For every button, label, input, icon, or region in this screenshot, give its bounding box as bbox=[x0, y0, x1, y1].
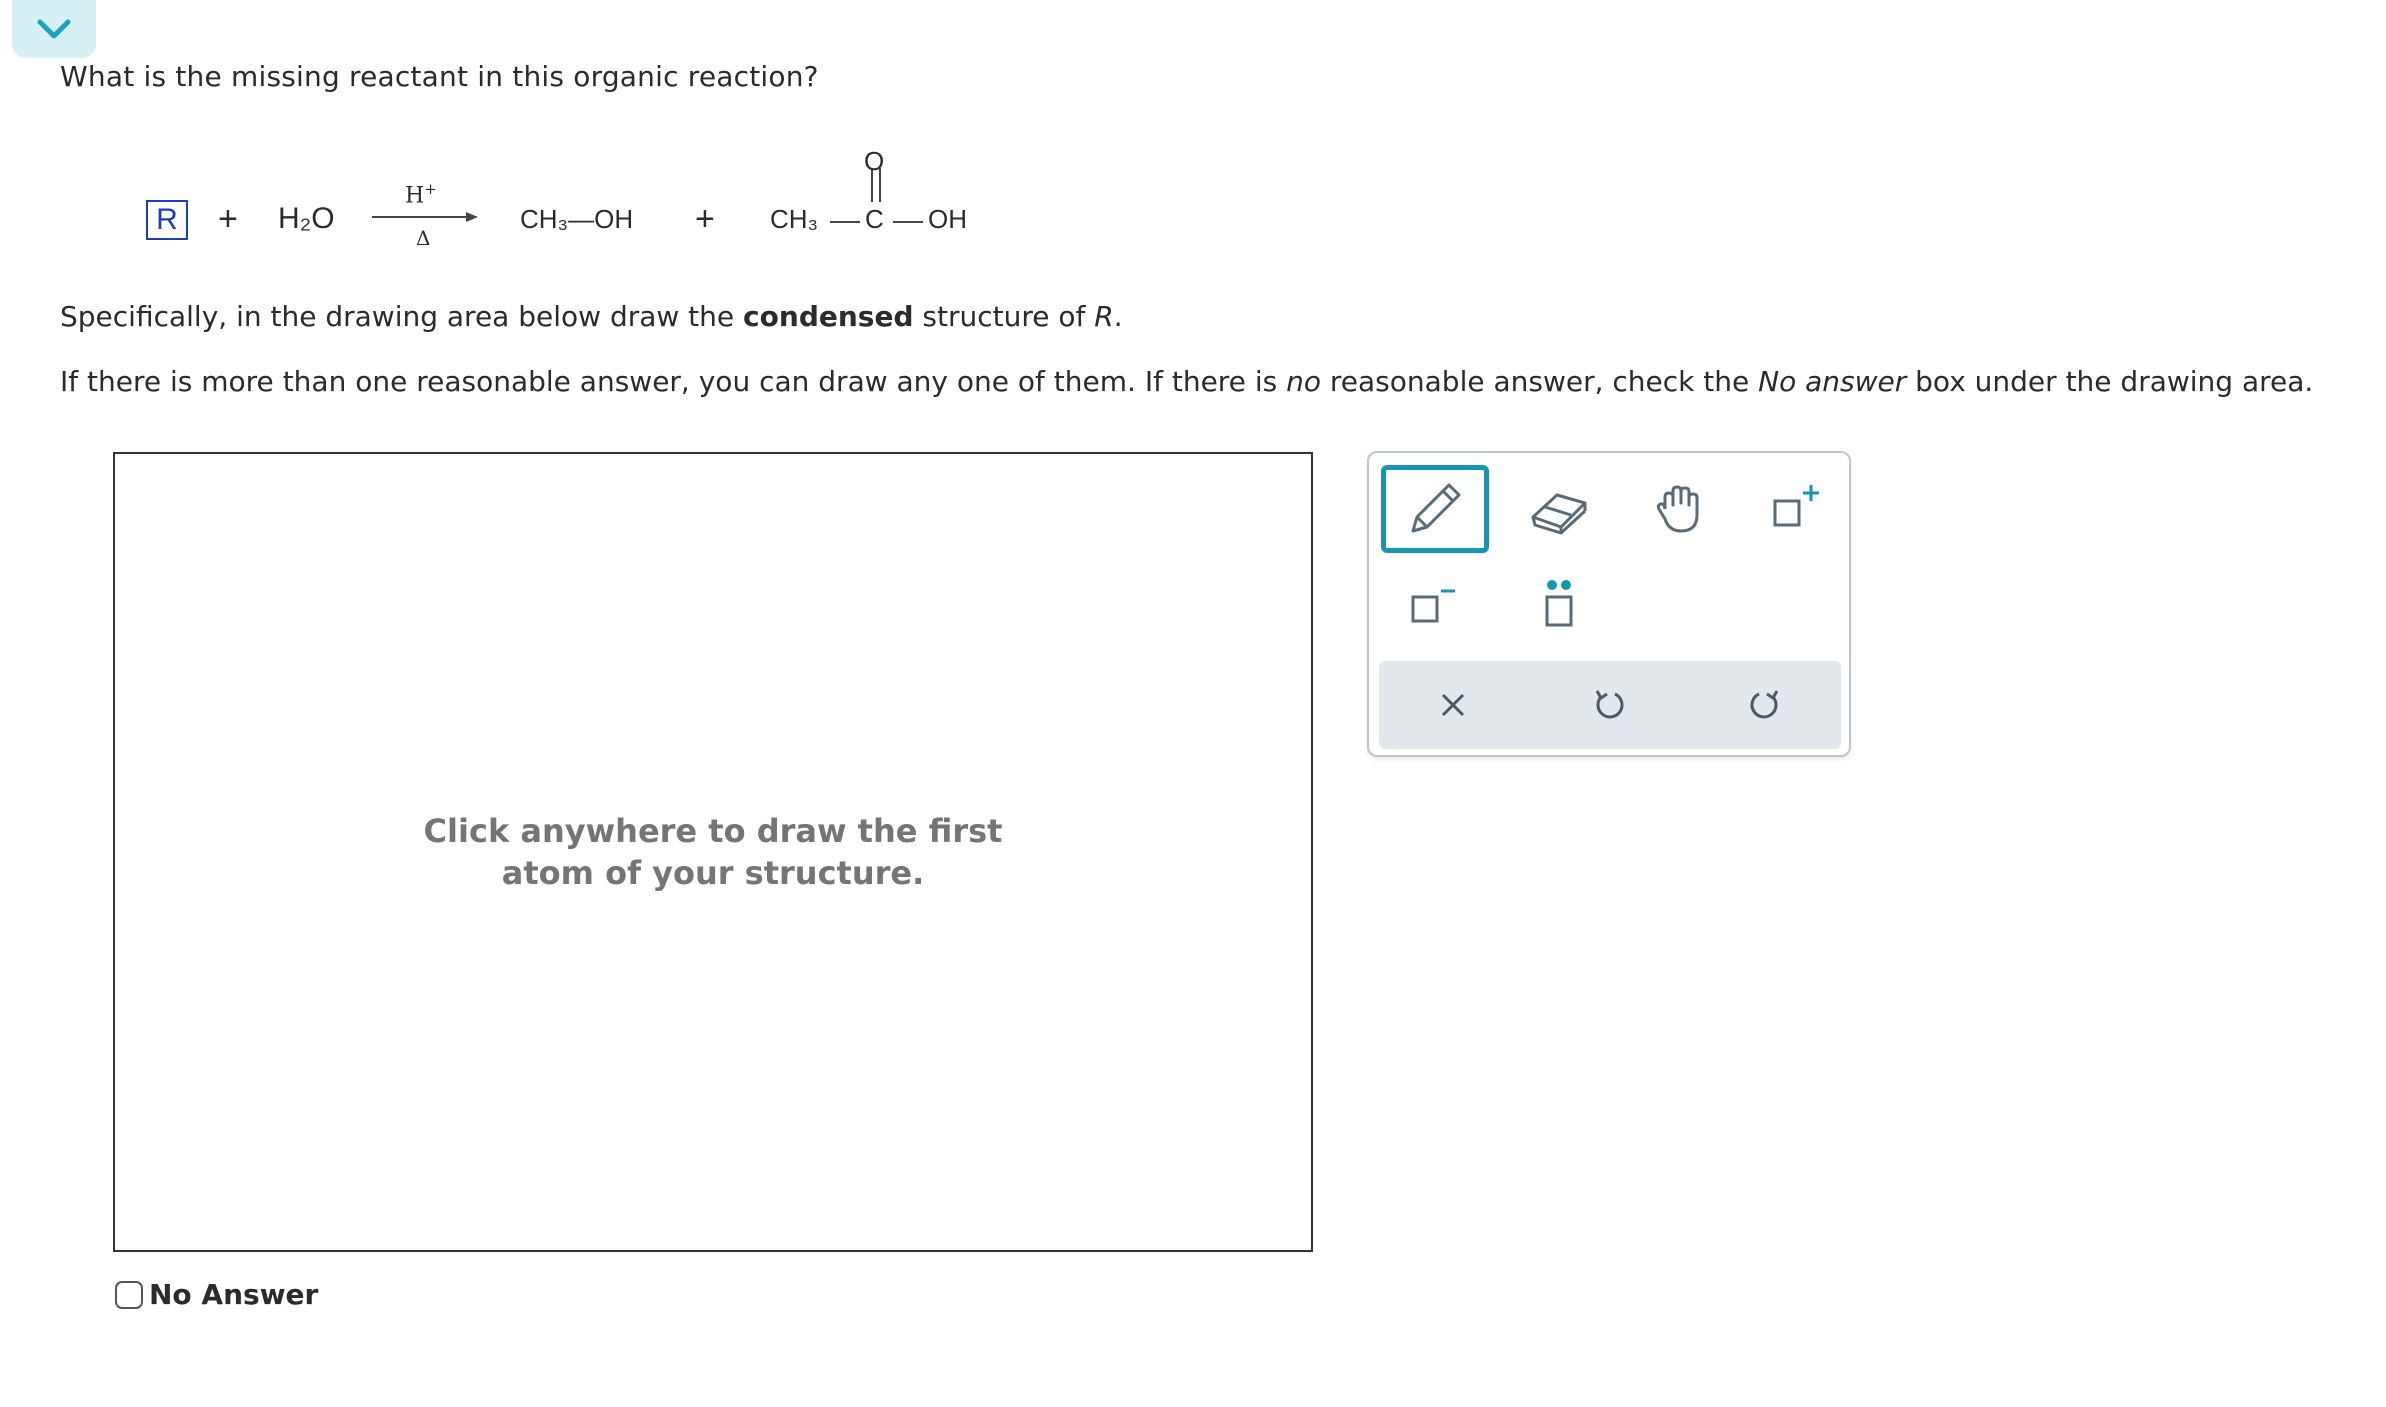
missing-reactant-box: R bbox=[146, 200, 188, 240]
question-text: What is the missing reactant in this organic reaction? bbox=[60, 60, 819, 93]
instruction-line-1: Specifically, in the drawing area below draw the condensed structure of R. bbox=[60, 300, 1123, 333]
pencil-icon bbox=[1403, 477, 1467, 541]
plus-sign: + bbox=[695, 200, 715, 238]
heat-label: Δ bbox=[416, 226, 431, 250]
canvas-hint: Click anywhere to draw the first atom of your structure. bbox=[423, 812, 1003, 892]
eraser-icon bbox=[1527, 481, 1591, 537]
reaction-equation bbox=[140, 130, 1000, 270]
catalyst-charge: + bbox=[424, 180, 437, 198]
no-answer-checkbox[interactable] bbox=[115, 1281, 143, 1309]
action-row bbox=[1379, 661, 1841, 749]
plus-sign: + bbox=[218, 200, 238, 238]
redo-icon bbox=[1745, 685, 1785, 725]
instruction-line-2: If there is more than one reasonable answer, you can draw any one of them. If there is no reasonable answer, check the No answer box under the drawing area. bbox=[60, 365, 2314, 398]
negative-charge-tool[interactable] bbox=[1381, 563, 1481, 643]
chevron-down-icon bbox=[34, 16, 74, 42]
hand-tool[interactable] bbox=[1631, 469, 1731, 549]
acetic-acid-carbonyl-o: O bbox=[864, 146, 885, 176]
reaction-arrow bbox=[370, 210, 480, 224]
no-answer-label: No Answer bbox=[149, 1278, 319, 1311]
negative-charge-icon bbox=[1399, 573, 1463, 633]
water-formula: H₂O bbox=[278, 202, 335, 235]
undo-icon bbox=[1589, 685, 1629, 725]
collapse-button[interactable] bbox=[12, 0, 96, 58]
eraser-tool[interactable] bbox=[1509, 469, 1609, 549]
redo-button[interactable] bbox=[1715, 665, 1815, 745]
acetic-acid-c: C bbox=[865, 204, 884, 234]
lone-pair-icon bbox=[1529, 571, 1589, 635]
catalyst-label bbox=[405, 180, 437, 208]
lone-pair-tool[interactable] bbox=[1509, 563, 1609, 643]
methanol-formula: CH₃—OH bbox=[520, 204, 634, 234]
pencil-tool[interactable] bbox=[1381, 465, 1489, 553]
no-answer-option[interactable] bbox=[115, 1278, 318, 1311]
catalyst-h: H bbox=[405, 183, 425, 209]
undo-button[interactable] bbox=[1559, 665, 1659, 745]
acetic-acid-oh: OH bbox=[928, 204, 967, 234]
acetic-acid-ch3: CH₃ bbox=[770, 204, 819, 234]
hand-icon bbox=[1651, 479, 1711, 539]
drawing-canvas[interactable] bbox=[113, 452, 1313, 1252]
positive-charge-tool[interactable] bbox=[1745, 469, 1845, 549]
positive-charge-icon bbox=[1763, 479, 1827, 539]
clear-icon bbox=[1433, 685, 1473, 725]
drawing-toolbar bbox=[1367, 451, 1851, 757]
clear-button[interactable] bbox=[1403, 665, 1503, 745]
